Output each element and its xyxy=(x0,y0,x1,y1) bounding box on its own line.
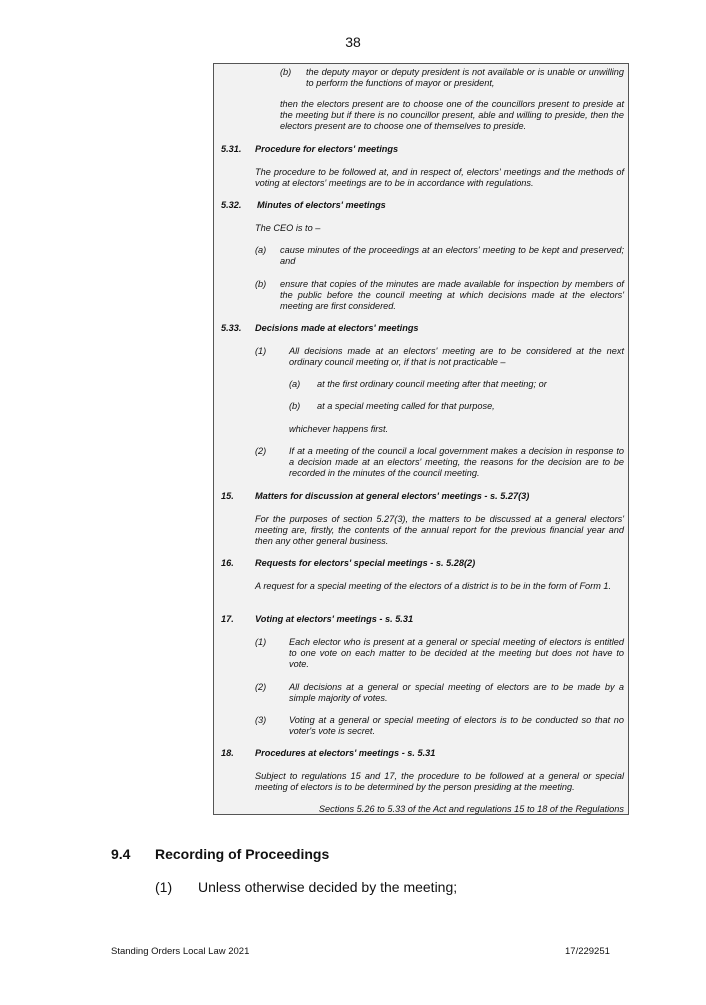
s533-1-text: All decisions made at an electors' meeting are to be considered at the next ordinary council meeting or, if that is not practicable – xyxy=(289,346,624,368)
s533-1a-text: at the first ordinary council meeting after that meeting; or xyxy=(317,379,547,389)
r17-number: 17. xyxy=(221,614,234,624)
s532-b-text: ensure that copies of the minutes are made available for inspection by members of the public before the council meeting at which decisions made at the electors' meeting are first considered. xyxy=(280,279,624,312)
s531-heading: Procedure for electors' meetings xyxy=(255,144,399,154)
s532-b-label: (b) xyxy=(255,279,267,289)
s531-text: The procedure to be followed at, and in respect of, electors' meetings and the methods of voting at electors' meetings are to be in accordance with regulations. xyxy=(255,167,624,189)
s533-2-text: If at a meeting of the council a local government makes a decision in response to a decision made at an electors' meeting, the reasons for the decision are to be recorded in the minutes of the council meeting. xyxy=(289,446,624,479)
s533-1a-label: (a) xyxy=(289,379,301,389)
s533-number: 5.33. xyxy=(221,323,242,333)
s532-a-text: cause minutes of the proceedings at an electors' meeting to be kept and preserved; and xyxy=(280,245,624,267)
r17-1-text: Each elector who is present at a general or special meeting of electors is entitled to one vote on each matter to be decided at the meeting but does not have to vote. xyxy=(289,637,624,670)
r15-text: For the purposes of section 5.27(3), the matters to be discussed at a general electors' meeting are, firstly, the contents of the annual report for the previous financial year and then any other general business. xyxy=(255,514,624,547)
r16-heading: Requests for electors' special meetings - s. 5.28(2) xyxy=(255,558,476,568)
section-title: Recording of Proceedings xyxy=(155,846,330,862)
r16-text: A request for a special meeting of the electors of a district is to be in the form of Form 1. xyxy=(255,581,612,591)
then-paragraph: then the electors present are to choose one of the councillors present to preside at the meeting but if there is no councillor present, able and willing to preside, then the electors present are to choose one of themselves to preside. xyxy=(280,99,624,132)
r17-2-text: All decisions at a general or special meeting of electors are to be made by a simple majority of votes. xyxy=(289,682,624,704)
r15-heading: Matters for discussion at general electors' meetings - s. 5.27(3) xyxy=(255,491,530,501)
s533-heading: Decisions made at electors' meetings xyxy=(255,323,419,333)
s533-1b-label: (b) xyxy=(289,401,301,411)
s532-intro: The CEO is to – xyxy=(255,223,321,233)
section-number: 9.4 xyxy=(111,846,131,862)
footer-title: Standing Orders Local Law 2021 xyxy=(111,946,250,957)
s532-number: 5.32. xyxy=(221,200,242,210)
r17-1-label: (1) xyxy=(255,637,267,647)
s533-1b-text: at a special meeting called for that purpose, xyxy=(317,401,495,411)
page-number: 38 xyxy=(345,34,361,50)
s532-a-label: (a) xyxy=(255,245,267,255)
r18-number: 18. xyxy=(221,748,234,758)
b-label: (b) xyxy=(280,67,292,77)
s533-2-label: (2) xyxy=(255,446,267,456)
legislation-extract-box xyxy=(213,63,629,815)
r18-heading: Procedures at electors' meetings - s. 5.31 xyxy=(255,748,436,758)
source-note: Sections 5.26 to 5.33 of the Act and regulations 15 to 18 of the Regulations xyxy=(318,804,624,814)
b-text: the deputy mayor or deputy president is not available or is unable or unwilling to perform the functions of mayor or president, xyxy=(306,67,624,89)
s533-whichever: whichever happens first. xyxy=(289,424,389,434)
item-1-text: Unless otherwise decided by the meeting; xyxy=(198,879,458,895)
r18-text: Subject to regulations 15 and 17, the procedure to be followed at a general or special meeting of electors is to be determined by the person presiding at the meeting. xyxy=(255,771,624,793)
s533-1-label: (1) xyxy=(255,346,267,356)
r15-number: 15. xyxy=(221,491,234,501)
r17-3-text: Voting at a general or special meeting of electors is to be conducted so that no voter's vote is secret. xyxy=(289,715,624,737)
s531-number: 5.31. xyxy=(221,144,242,154)
s532-heading: Minutes of electors' meetings xyxy=(257,200,386,210)
r17-heading: Voting at electors' meetings - s. 5.31 xyxy=(255,614,414,624)
r17-3-label: (3) xyxy=(255,715,267,725)
r17-2-label: (2) xyxy=(255,682,267,692)
item-1-label: (1) xyxy=(155,879,173,895)
footer-reference: 17/229251 xyxy=(565,946,610,957)
r16-number: 16. xyxy=(221,558,234,568)
